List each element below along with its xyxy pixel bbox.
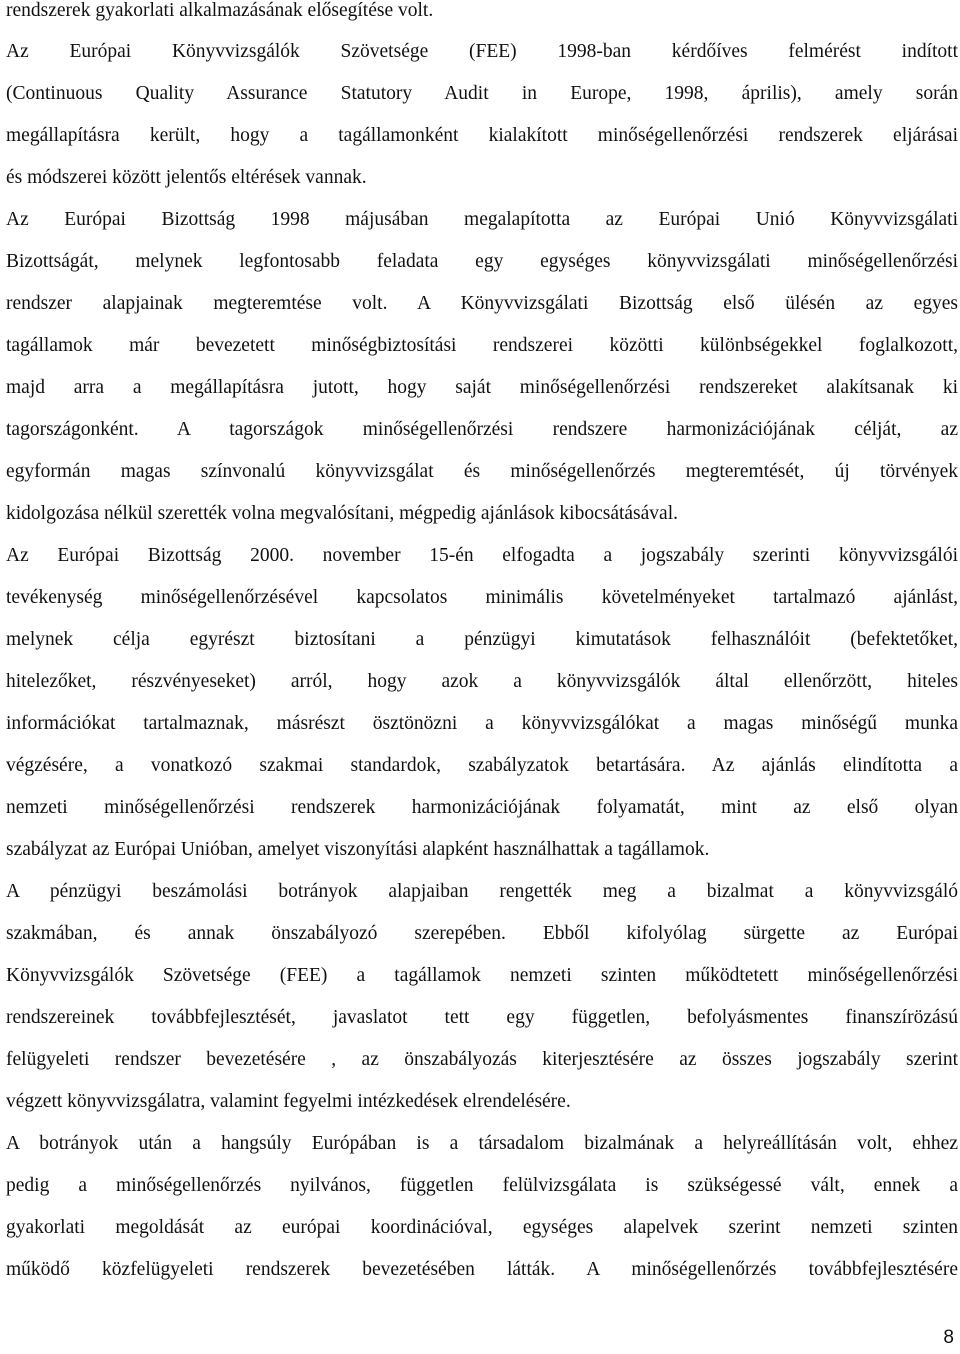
text-line: rendszerek gyakorlati alkalmazásának elősegítése volt. bbox=[6, 0, 434, 21]
text-line: végzésére, a vonatkozó szakmai standardok, szabályzatok betartására. Az ajánlás elindította a bbox=[6, 755, 958, 776]
text-line: gyakorlati megoldását az európai koordinációval, egységes alapelvek szerint nemzeti szinten bbox=[6, 1217, 958, 1238]
text-line: (Continuous Quality Assurance Statutory Audit in Europe, 1998, április), amely során bbox=[6, 83, 958, 104]
text-line: tagországonként. A tagországok minőségellenőrzési rendszere harmonizációjának célját, az bbox=[6, 419, 958, 440]
text-line: Az Európai Bizottság 2000. november 15-én elfogadta a jogszabály szerinti könyvvizsgálói bbox=[6, 545, 958, 566]
text-line: A botrányok után a hangsúly Európában is a társadalom bizalmának a helyreállításán volt, ehhez bbox=[6, 1133, 958, 1154]
text-line: Bizottságát, melynek legfontosabb feladata egy egységes könyvvizsgálati minőségellenőrzési bbox=[6, 251, 958, 272]
text-line: hitelezőket, részvényeseket) arról, hogy azok a könyvvizsgálók által ellenőrzött, hiteles bbox=[6, 671, 958, 692]
text-line: egyformán magas színvonalú könyvvizsgálat és minőségellenőrzés megteremtését, új törvények bbox=[6, 461, 958, 482]
text-line: majd arra a megállapításra jutott, hogy saját minőségellenőrzési rendszereket alakítsanak ki bbox=[6, 377, 958, 398]
text-line: A pénzügyi beszámolási botrányok alapjaiban rengették meg a bizalmat a könyvvizsgáló bbox=[6, 881, 958, 902]
text-line: szakmában, és annak önszabályozó szerepében. Ebből kifolyólag sürgette az Európai bbox=[6, 923, 958, 944]
text-line: tevékenység minőségellenőrzésével kapcsolatos minimális követelményeket tartalmazó ajánlást, bbox=[6, 587, 958, 608]
text-line: kidolgozása nélkül szerették volna megvalósítani, mégpedig ajánlások kibocsátásával. bbox=[6, 503, 678, 524]
text-line: és módszerei között jelentős eltérések vannak. bbox=[6, 167, 367, 188]
text-line: felügyeleti rendszer bevezetésére , az önszabályozás kiterjesztésére az összes jogszabály szerint bbox=[6, 1049, 958, 1070]
text-line: működő közfelügyeleti rendszerek bevezetésében látták. A minőségellenőrzés továbbfejlesztésére bbox=[6, 1259, 958, 1280]
text-line: pedig a minőségellenőrzés nyilvános, független felülvizsgálata is szükségessé vált, ennek a bbox=[6, 1175, 958, 1196]
text-line: megállapításra került, hogy a tagállamonként kialakított minőségellenőrzési rendszerek eljárásai bbox=[6, 125, 958, 146]
text-line: melynek célja egyrészt biztosítani a pénzügyi kimutatások felhasználóit (befektetőket, bbox=[6, 629, 958, 650]
text-line: információkat tartalmaznak, másrészt ösztönözni a könyvvizsgálókat a magas minőségű munka bbox=[6, 713, 958, 734]
text-line: szabályzat az Európai Unióban, amelyet viszonyítási alapként használhattak a tagállamok. bbox=[6, 839, 710, 860]
text-line: rendszereinek továbbfejlesztését, javaslatot tett egy független, befolyásmentes finanszírözású bbox=[6, 1007, 958, 1028]
text-line: Az Európai Bizottság 1998 májusában megalapította az Európai Unió Könyvvizsgálati bbox=[6, 209, 958, 230]
text-line: végzett könyvvizsgálatra, valamint fegyelmi intézkedések elrendelésére. bbox=[6, 1091, 571, 1112]
text-line: Az Európai Könyvvizsgálók Szövetsége (FEE) 1998-ban kérdőíves felmérést indított bbox=[6, 41, 958, 62]
page-number: 8 bbox=[943, 1327, 954, 1348]
text-line: rendszer alapjainak megteremtése volt. A Könyvvizsgálati Bizottság első ülésén az egyes bbox=[6, 293, 958, 314]
text-line: nemzeti minőségellenőrzési rendszerek harmonizációjának folyamatát, mint az első olyan bbox=[6, 797, 958, 818]
text-line: tagállamok már bevezetett minőségbiztosítási rendszerei közötti különbségekkel foglalkozott, bbox=[6, 335, 958, 356]
text-line: Könyvvizsgálók Szövetsége (FEE) a tagállamok nemzeti szinten működtetett minőségellenőrzési bbox=[6, 965, 958, 986]
